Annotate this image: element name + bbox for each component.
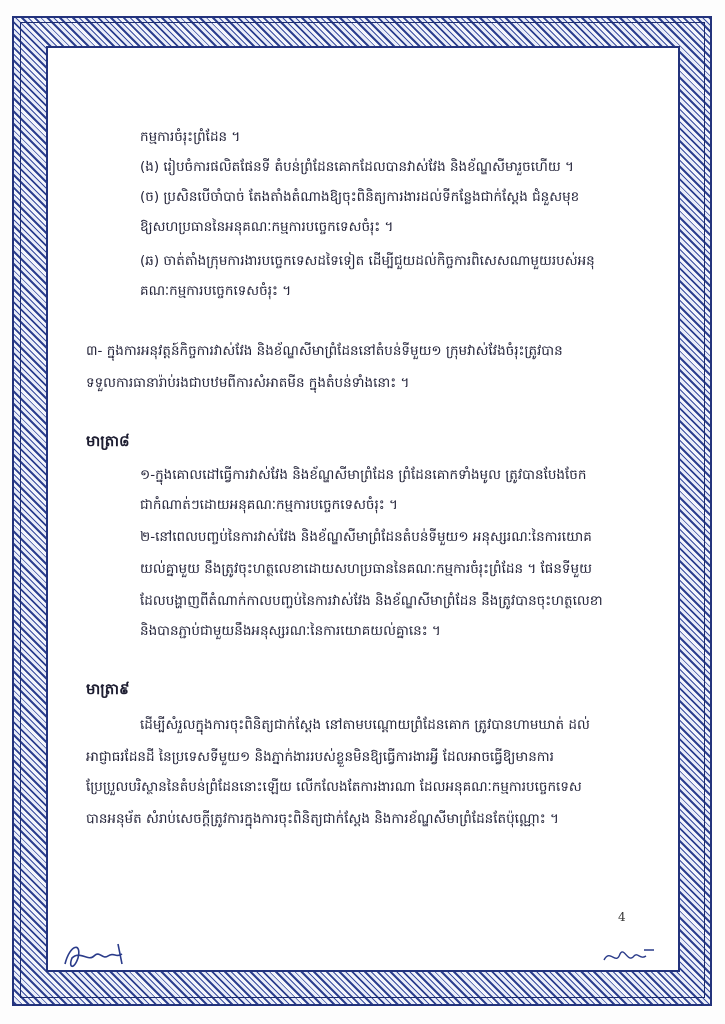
text-line: និងបានភ្ជាប់ជាមួយនឹងអនុស្សរណៈនៃការយោគយល់គ្នានេះ ។ (140, 623, 441, 639)
signature-left (60, 936, 140, 976)
text-line: អាជ្ញាធរដែនដី នៃប្រទេសទីមួយ១ និងភ្នាក់ងាររបស់ខ្លួនមិនឱ្យធ្វើការងារអ្វី ដែលអាចធ្វើឱ្យមានការ (86, 749, 554, 765)
article-heading: មាត្រា៩ (86, 680, 130, 698)
article-heading: មាត្រា៨ (86, 432, 130, 450)
text-line: ឱ្យសហប្រធាននៃអនុគណៈកម្មការបច្ចេកទេសចំរុះ ។ (140, 219, 394, 235)
text-line: ដែលបង្ហាញពីតំណាក់កាលបញ្ចប់នៃការវាស់វែង និងខ័ណ្ឌសីមាព្រំដែន នឹងត្រូវបានចុះហត្ថលេខា (140, 593, 603, 609)
text-line: (ឆ) ចាត់តាំងក្រុមការងារបច្ចេកទេសដទៃទៀត ដើម្បីជួយដល់កិច្ចការពិសេសណាមួយរបស់អនុ (140, 253, 595, 269)
text-line: ប្រែប្រួលបរិស្ថាននៃតំបន់ព្រំដែននោះឡើយ លើកលែងតែការងារណា ដែលអនុគណៈកម្មការបច្ចេកទេស (86, 779, 582, 795)
text-line: ១-ក្នុងគោលដៅធ្វើការវាស់វែង និងខ័ណ្ឌសីមាព្រំដែន ព្រំដែនគោកទាំងមូល ត្រូវបានបែងចែក (140, 467, 587, 483)
text-line: ៣- ក្នុងការអនុវត្តន៍កិច្ចការវាស់វែង និងខ័ណ្ឌសីមាព្រំដែននៅតំបន់ទីមួយ១ ក្រុមវាស់វែងចំរុះត្រូវបាន (86, 343, 563, 359)
text-line: ជាកំណាត់ៗដោយអនុគណៈកម្មការបច្ចេកទេសចំរុះ ។ (140, 497, 398, 513)
text-line: គណៈកម្មការបច្ចេកទេសចំរុះ ។ (140, 283, 292, 299)
signature-right (600, 942, 660, 972)
text-line: ២-នៅពេលបញ្ចប់នៃការវាស់វែង និងខ័ណ្ឌសីមាព្រំដែនតំបន់ទីមួយ១ អនុស្សរណៈនៃការយោគ (140, 529, 592, 545)
text-line: (ង) រៀបចំការផលិតផែនទី តំបន់ព្រំដែនគោកដែលបានវាស់វែង និងខ័ណ្ឌសីមារួចហើយ ។ (140, 159, 574, 175)
text-line: កម្មការចំរុះព្រំដែន ។ (140, 129, 241, 145)
page-number: 4 (618, 910, 626, 924)
text-line: យល់គ្នាមួយ នឹងត្រូវចុះហត្ថលេខាដោយសហប្រធាននៃគណៈកម្មការចំរុះព្រំដែន ។ ផែនទីមួយ (140, 561, 592, 577)
text-line: ទទួលការធានារ៉ាប់រងជាបឋមពីការសំអាតមីន ក្នុងតំបន់ទាំងនោះ ។ (86, 375, 410, 391)
text-line: បានអនុម័ត សំរាប់សេចក្តីត្រូវការក្នុងការចុះពិនិត្យជាក់ស្តែង និងការខ័ណ្ឌសីមាព្រំដែនតែប៉ុណ្ណោះ ។ (86, 811, 559, 827)
text-line: ដើម្បីសំរួលក្នុងការចុះពិនិត្យជាក់ស្តែង នៅតាមបណ្តោយព្រំដែនគោក ត្រូវបានហាមឃាត់ ដល់ (140, 717, 590, 733)
text-line: (ច) ប្រសិនបើចាំបាច់ តែងតាំងតំណាងឱ្យចុះពិនិត្យការងារដល់ទីកន្លែងជាក់ស្តែង ជំនួសមុខ (140, 189, 580, 205)
